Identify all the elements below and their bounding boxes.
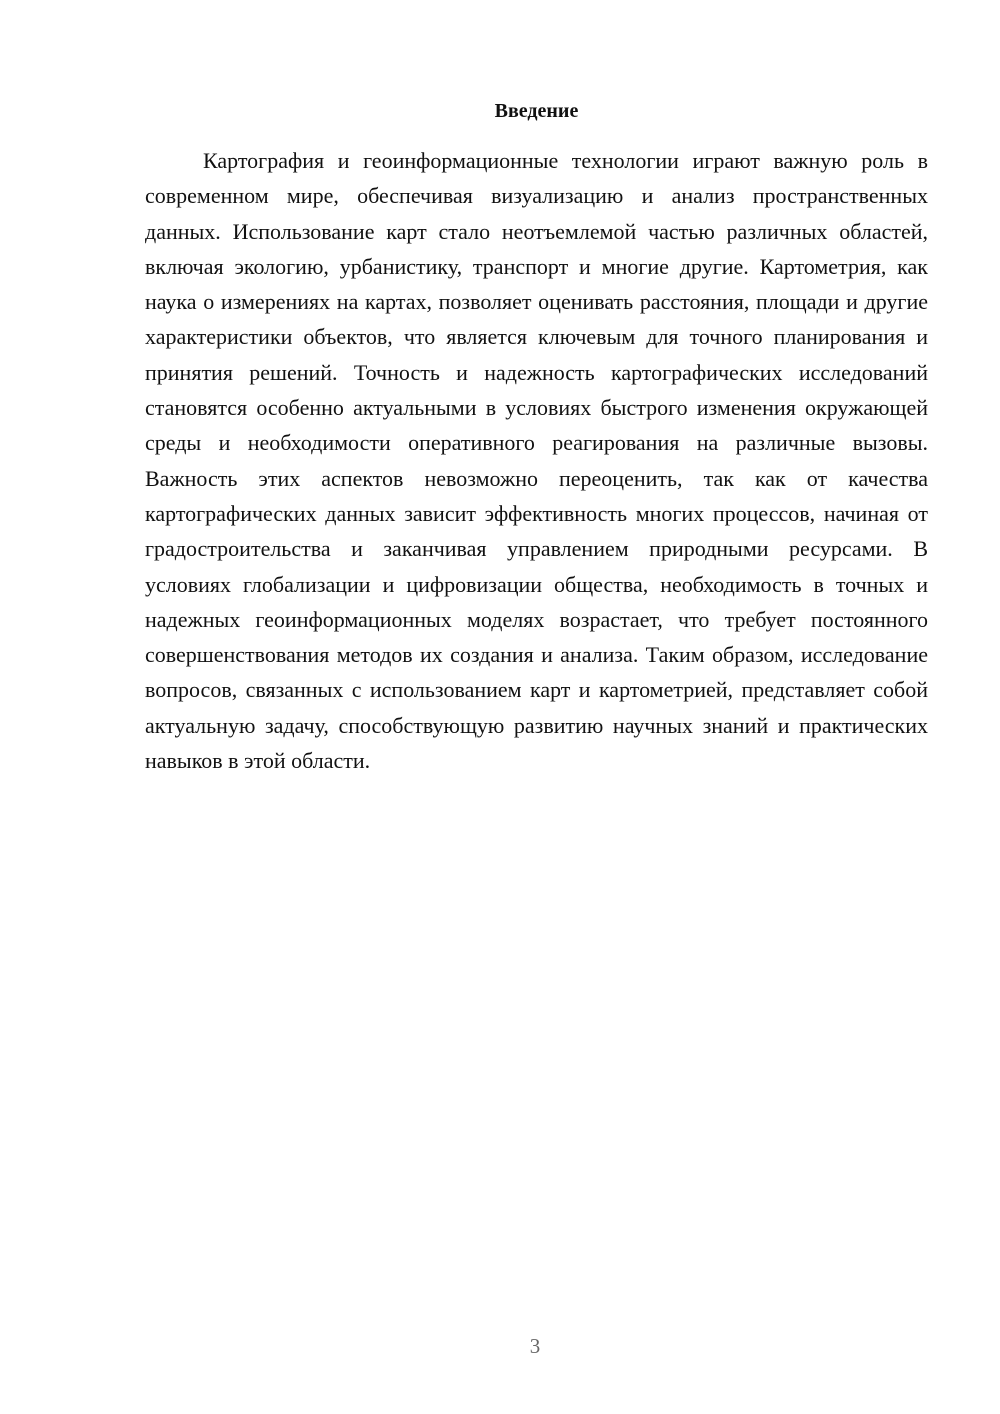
introduction-paragraph: Картография и геоинформационные технологии играют важную роль в современном мире, обеспечивая визуализацию и анализ пространственных данных. Использование карт стало неотъемлемой частью различных областей, включая экологию, урбанистику, транспорт и многие другие. Картометрия, как наука о измерениях на картах, позволяет оценивать расстояния, площади и другие характеристики объектов, что является ключевым для точного планирования и принятия решений. Точность и надежность картографических исследований становятся особенно актуальными в условиях быстрого изменения окружающей среды и необходимости оперативного реагирования на различные вызовы. Важность этих аспектов невозможно переоценить, так как от качества картографических данных зависит эффективность многих процессов, начиная от градостроительства и заканчивая управлением природными ресурсами. В условиях глобализации и цифровизации общества, необходимость в точных и надежных геоинформационных моделях возрастает, что требует постоянного совершенствования методов их создания и анализа. Таким образом, исследование вопросов, связанных с использованием карт и картометрией, представляет собой актуальную задачу, способствующую развитию научных знаний и практических навыков в этой области. xyxy=(145,148,928,774)
section-heading: Введение xyxy=(494,100,579,122)
page-number: 3 xyxy=(529,1334,541,1358)
